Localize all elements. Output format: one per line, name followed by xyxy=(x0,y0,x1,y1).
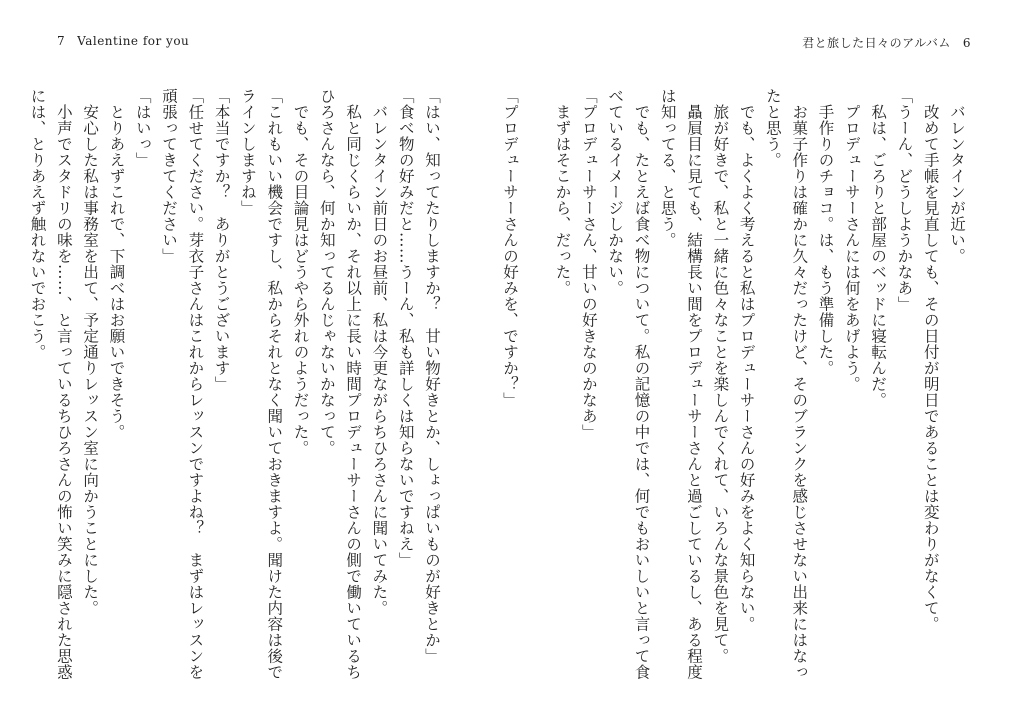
paragraph: 手作りのチョコ。は、もう準備した。 xyxy=(816,103,835,376)
paragraph: 「プロデューサーさん、甘いの好きなのかなあ」 xyxy=(579,88,598,440)
left-running-title: Valentine for you xyxy=(77,34,190,48)
paragraph: 「はい、知ってたりしますか？ 甘い物好きとか、しょっぱいものが好きとか」 xyxy=(423,88,441,664)
paragraph: 「本当ですか？ ありがとうございます」 xyxy=(212,88,231,392)
paragraph: 「これもいい機会ですし、私からそれとなく聞いておきますよ。聞けた内容は後でラインしますね」 xyxy=(238,88,284,680)
paragraph: 「食べ物の好みだと……うーん、私も詳しくは知らないですねえ」 xyxy=(396,88,415,568)
paragraph: とりあえずこれで、下調べはお願いできそう。 xyxy=(107,103,126,440)
left-page-number: 7 xyxy=(57,34,66,48)
paragraph: 贔屓目に見ても、結構長い間をプロデューサーさんと過ごしているし、ある程度は知ってる、と思う。 xyxy=(658,88,704,680)
paragraph: 改めて手帳を見直しても、その日付が明日であることは変わりがなくて。 xyxy=(921,103,940,632)
left-page-header xyxy=(57,34,189,48)
paragraph: バレンタインが近い。 xyxy=(948,103,966,264)
paragraph: でも、よくよく考えると私はプロデューサーさんの好みをよく知らない。 xyxy=(737,103,756,632)
paragraph: 「うーん、どうしようかなあ」 xyxy=(895,88,914,312)
paragraph: でも、その目論見はどうやら外れのようだった。 xyxy=(291,103,310,456)
paragraph: 私は、ごろりと部屋のベッドに寝転んだ。 xyxy=(869,103,888,408)
paragraph: 安心した私は事務室を出て、予定通りレッスン室に向かうことにした。 xyxy=(81,103,100,616)
paragraph: まずはそこから、だった。 xyxy=(553,103,572,296)
paragraph: 「プロデューサーさんの好みを、ですか？」 xyxy=(500,88,519,408)
paragraph: でも、たとえば食べ物について。私の記憶の中では、何でもおいしいと言って食べているイメージしかない。 xyxy=(606,88,651,680)
paragraph: 旅が好きで、私と一緒に色々なことを楽しんでくれて、いろんな景色を見て。 xyxy=(711,103,730,664)
right-page-number: 6 xyxy=(962,36,971,50)
right-page-body xyxy=(500,88,970,688)
left-page-body xyxy=(28,88,445,688)
paragraph xyxy=(523,88,549,688)
paragraph: 私と同じくらいか、それ以上に長い時間プロデューサーさんの側で働いているちひろさんなら、何か知ってるんじゃないかなって。 xyxy=(317,88,363,680)
right-page-header xyxy=(802,34,971,51)
paragraph: バレンタイン前日のお昼前、私は今更ながらちひろさんに聞いてみた。 xyxy=(370,103,389,616)
right-running-title: 君と旅した日々のアルバム xyxy=(802,36,951,50)
paragraph: お菓子作りは確かに久々だったけど、そのブランクを感じさせない出来にはなったと思う。 xyxy=(763,88,809,680)
paragraph: 「はいっ」 xyxy=(133,88,152,168)
paragraph: プロデューサーさんには何をあげよう。 xyxy=(842,103,861,392)
paragraph: 「任せてください。芽衣子さんはこれからレッスンですよね？ まずはレッスンを頑張ってきてください」 xyxy=(160,88,205,680)
paragraph: 小声でスタドリの味を……、と言っているちひろさんの怖い笑みに隠された思惑には、とりあえず触れないでおこう。 xyxy=(28,88,73,680)
